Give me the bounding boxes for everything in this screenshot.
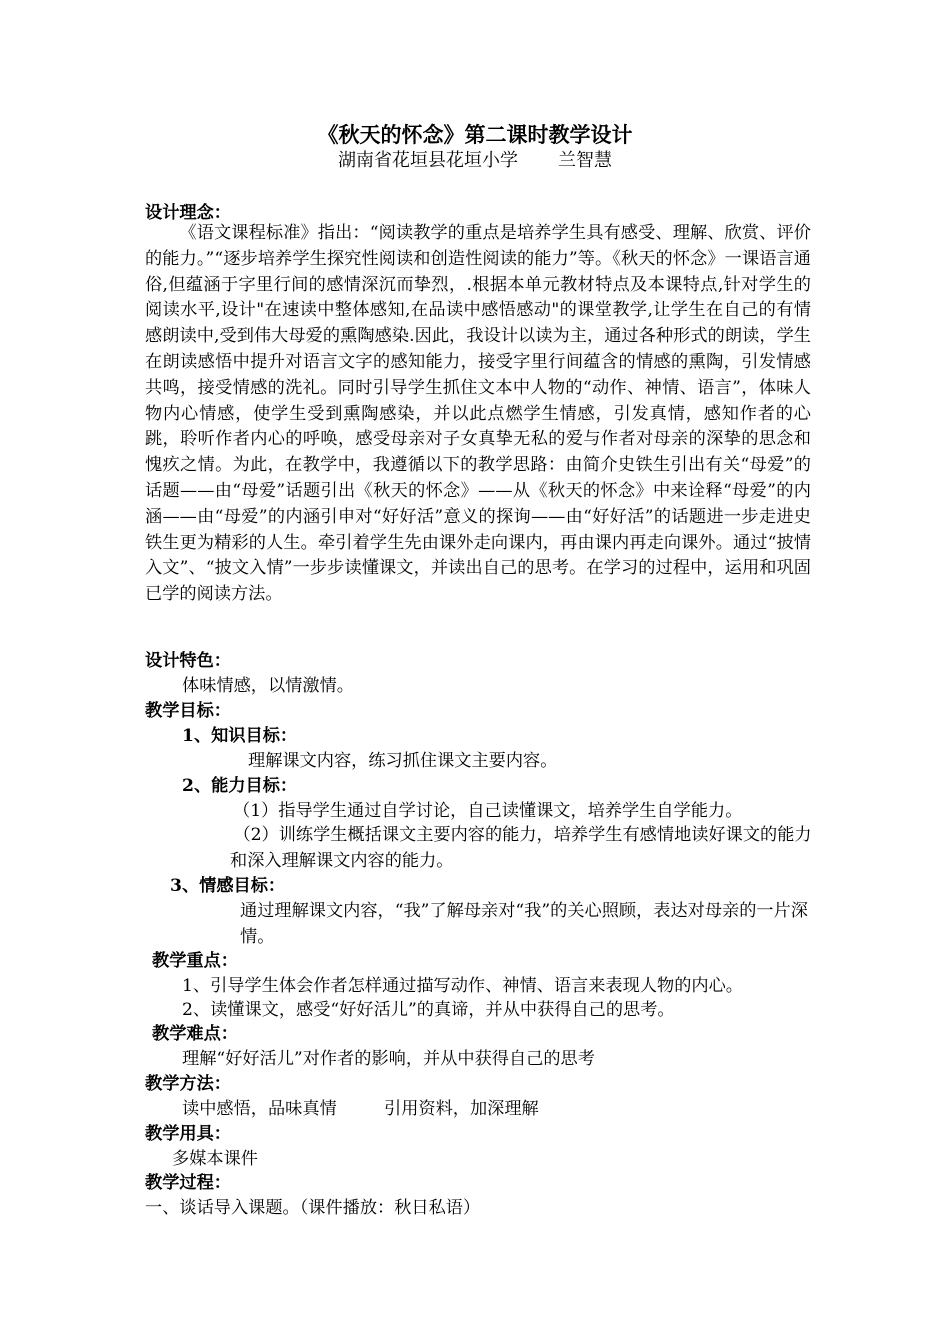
process-heading: 教学过程： <box>145 1173 231 1193</box>
difficulty-text: 理解“好好活儿”对作者的影响，并从中获得自己的思考 <box>182 1049 595 1069</box>
goal2-item2: （2）训练学生概括课文主要内容的能力，培养学生有感情地读好课文的能力和深入理解课文内容的能力。 <box>230 825 812 871</box>
goal2-heading: 2、能力目标： <box>182 776 298 796</box>
goal1-heading: 1、知识目标： <box>182 726 298 746</box>
author-name: 兰智慧 <box>558 150 612 171</box>
goal2-item1: （1）指导学生通过自学讨论，自己读懂课文，培养学生自学能力。 <box>233 801 743 821</box>
key-item2: 2、读懂课文，感受“好好活儿”的真谛，并从中获得自己的思考。 <box>182 1000 675 1020</box>
key-item1: 1、引导学生体会作者怎样通过描写动作、神情、语言来表现人物的内心。 <box>182 976 743 996</box>
feature-heading: 设计特色： <box>145 651 231 671</box>
goal3-text: 通过理解课文内容，“我”了解母亲对“我”的关心照顾，表达对母亲的一片深情。 <box>240 901 808 947</box>
method-text-b: 引用资料，加深理解 <box>384 1099 539 1119</box>
tools-text: 多媒本课件 <box>172 1149 258 1169</box>
feature-text: 体味情感，以情激情。 <box>182 676 354 696</box>
document-title: 《秋天的怀念》第二课时教学设计 <box>317 122 633 147</box>
goals-heading: 教学目标： <box>145 701 231 721</box>
key-heading: 教学重点： <box>152 951 238 971</box>
concept-text: 《语文课程标准》指出：“阅读教学的重点是培养学生具有感受、理解、欣赏、评价的能力。”“逐步培养学生探究性阅读和创造性阅读的能力”等。《秋天的怀念》一课语言通俗,但蕴涵于字里行间的感情深沉而挚烈，.根据本单元教材特点及本课特点,针对学生的阅读水平,设计"在速读中整体感知,在品读中感悟感动"的课堂教学,让学生在自己的有情感朗读中,受到伟大母爱的熏陶感染.因此，我设计以读为主，通过各种形式的朗读，学生在朗读感悟中提升对语言文字的感知能力，接受字里行间蕴含的情感的熏陶，引发情感共鸣，接受情感的洗礼。同时引导学生抓住文本中人物的“动作、神情、语言”，体味人物内心情感，使学生受到熏陶感染，并以此点燃学生情感，引发真情，感知作者的心跳，聆听作者内心的呼唤，感受母亲对子女真挚无私的爱与作者对母亲的深挚的思念和愧疚之情。为此，在教学中，我遵循以下的教学思路：由简介史铁生引出有关“母爱”的话题——由“母爱”话题引出《秋天的怀念》——从《秋天的怀念》中来诠释“母爱”的内涵——由“母爱”的内涵引申对“好好活”意义的探询——由“好好活”的话题进一步走进史铁生更为精彩的人生。牵引着学生先由课外走向课内，再由课内再走向课外。通过“披情入文”、“披文入情”一步步读懂课文，并读出自己的思考。在学习的过程中，运用和巩固已学的阅读方法。 <box>145 223 811 605</box>
method-text-a: 读中感悟，品味真情 <box>182 1099 337 1119</box>
goal1-text: 理解课文内容，练习抓住课文主要内容。 <box>248 751 558 771</box>
concept-heading: 设计理念： <box>145 203 231 223</box>
goal3-heading: 3、情感目标： <box>170 876 286 896</box>
process-step1: 一、谈话导入课题。（课件播放：秋日私语） <box>145 1198 481 1218</box>
author-school: 湖南省花垣县花垣小学 <box>338 150 518 171</box>
method-heading: 教学方法： <box>145 1074 231 1094</box>
author-line <box>0 148 950 174</box>
tools-heading: 教学用具： <box>145 1124 231 1144</box>
concept-paragraph <box>145 221 811 608</box>
difficulty-heading: 教学难点： <box>152 1024 238 1044</box>
